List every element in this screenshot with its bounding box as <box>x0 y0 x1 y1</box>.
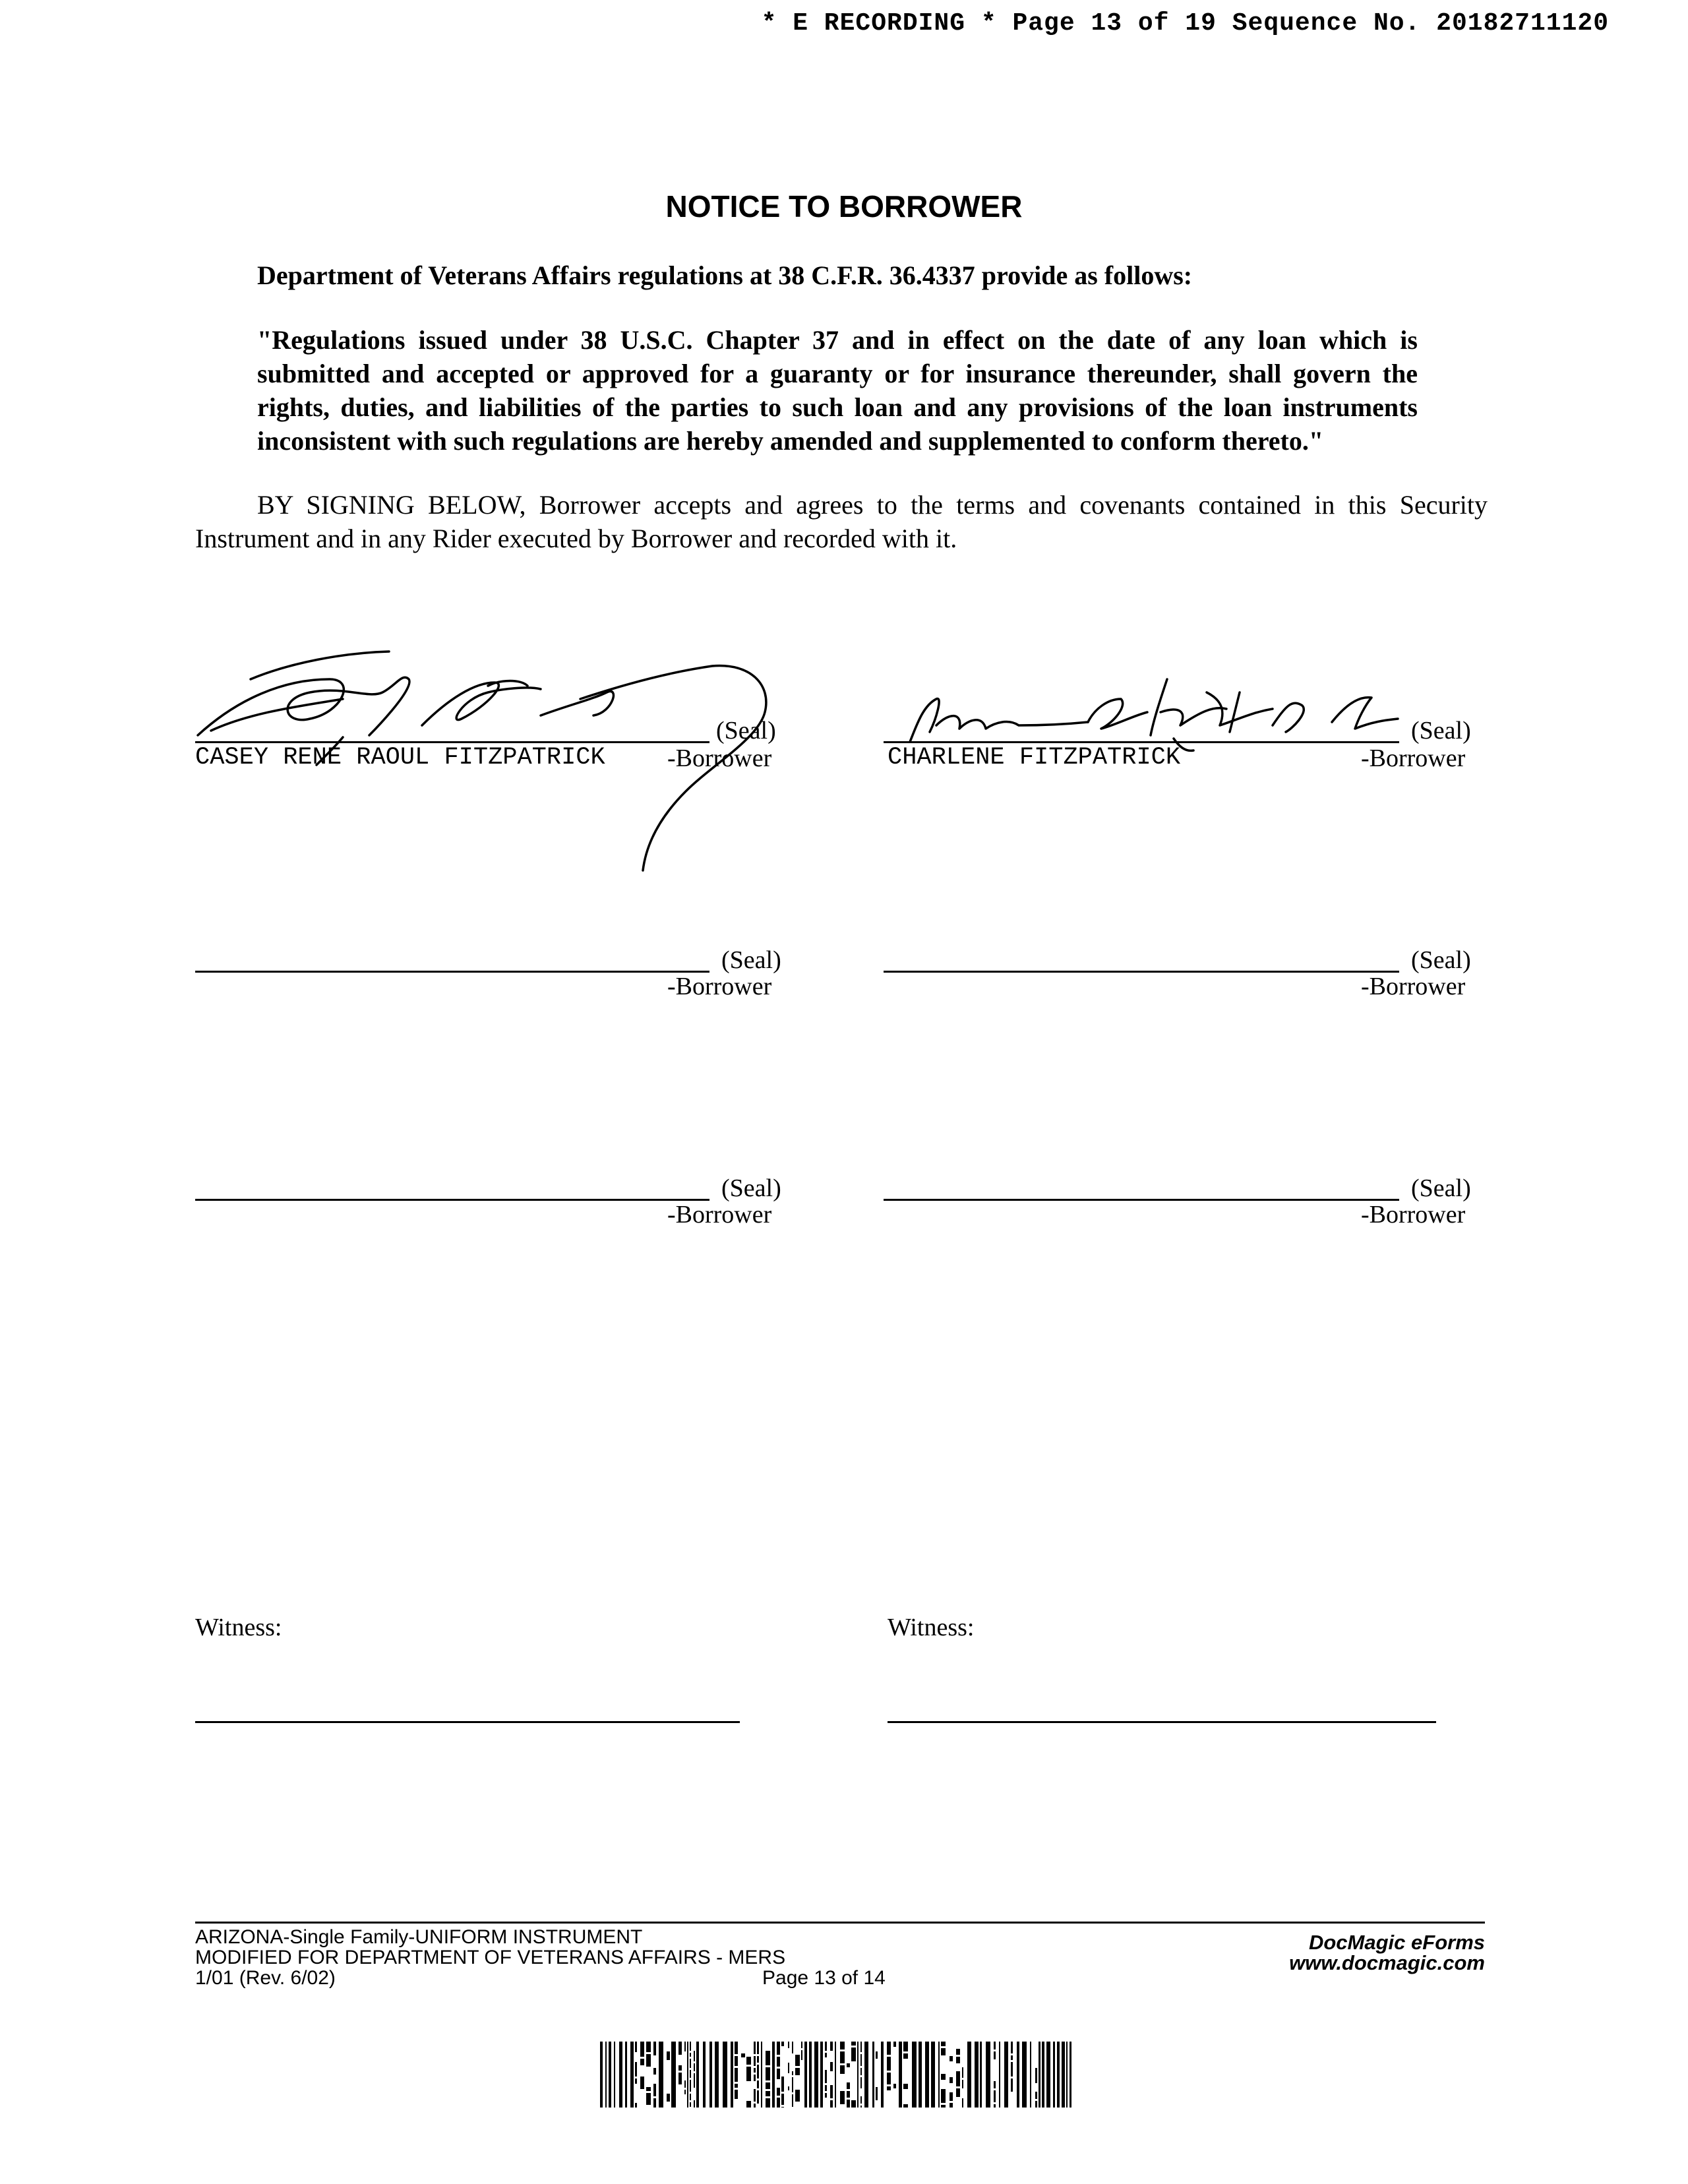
charlene-signature-mark <box>1230 692 1240 732</box>
docmagic-brand <box>1240 1932 1485 1973</box>
footer-rule <box>195 1922 1485 1924</box>
footer-revision: 1/01 (Rev. 6/02) <box>195 1967 336 1989</box>
borrower-role-label: -Borrower <box>1361 973 1466 1000</box>
charlene-signature-mark <box>1160 708 1226 725</box>
seal-label: (Seal) <box>1411 1174 1471 1202</box>
docmagic-website: www.docmagic.com <box>1289 1951 1485 1974</box>
charlene-signature-mark <box>1273 703 1304 732</box>
charlene-signature-mark <box>910 699 939 742</box>
seal-label: (Seal) <box>1411 946 1471 974</box>
seal-label: (Seal) <box>1411 717 1471 744</box>
borrower-role-label: -Borrower <box>1361 744 1466 772</box>
seal-label: (Seal) <box>721 1174 781 1202</box>
quote-line: inconsistent with such regulations are hereby amended and supplemented to conform thereto." <box>257 426 1324 456</box>
charlene-signature-mark <box>1151 679 1167 735</box>
casey-signature-mark <box>580 666 766 870</box>
borrower-role-label: -Borrower <box>667 1201 772 1228</box>
charlene-signature-mark <box>1174 739 1193 750</box>
footer-modification: MODIFIED FOR DEPARTMENT OF VETERANS AFFAIRS - MERS <box>195 1947 786 1968</box>
borrower-role-label: -Borrower <box>667 744 772 772</box>
witness-label-left: Witness: <box>195 1614 282 1641</box>
quote-line: rights, duties, and liabilities of the parties to such loan and any provisions of the loan instruments <box>257 392 1418 422</box>
quote-line: submitted and accepted or approved for a guaranty or for insurance thereunder, shall govern the <box>257 359 1418 388</box>
recording-stamp: * E RECORDING * Page 13 of 19 Sequence No. 20182711120 <box>761 9 1609 38</box>
casey-signature-mark <box>422 682 541 725</box>
charlene-signature-mark <box>1332 698 1398 729</box>
casey-signature-mark <box>541 691 613 715</box>
seal-label: (Seal) <box>716 717 776 744</box>
casey-signature-mark <box>251 652 389 679</box>
barcode-icon <box>600 2042 1075 2108</box>
signer-name: CASEY RENE RAOUL FITZPATRICK <box>195 744 605 772</box>
seal-label: (Seal) <box>721 946 781 974</box>
signer-name: CHARLENE FITZPATRICK <box>888 744 1181 772</box>
witness-label-right: Witness: <box>888 1614 975 1641</box>
charlene-signature-mark <box>1088 699 1147 729</box>
quote-line: "Regulations issued under 38 U.S.C. Chapter 37 and in effect on the date of any loan which is <box>257 325 1418 355</box>
regulation-intro: Department of Veterans Affairs regulations at 38 C.F.R. 36.4337 provide as follows: <box>257 260 1193 290</box>
footer-form-name: ARIZONA-Single Family-UNIFORM INSTRUMENT <box>195 1926 643 1948</box>
docmagic-logo-text: DocMagic eForms <box>1308 1931 1485 1954</box>
charlene-signature-mark <box>936 716 1088 729</box>
borrower-role-label: -Borrower <box>667 973 772 1000</box>
signing-statement: BY SIGNING BELOW, Borrower accepts and agrees to the terms and covenants contained in this Security Instrument and in any Rider executed by Borrower and recorded with it. <box>195 490 1488 553</box>
borrower-role-label: -Borrower <box>1361 1201 1466 1228</box>
footer-page-number: Page 13 of 14 <box>762 1967 886 1989</box>
page-title: NOTICE TO BORROWER <box>665 189 1023 224</box>
casey-signature-mark <box>316 737 343 765</box>
